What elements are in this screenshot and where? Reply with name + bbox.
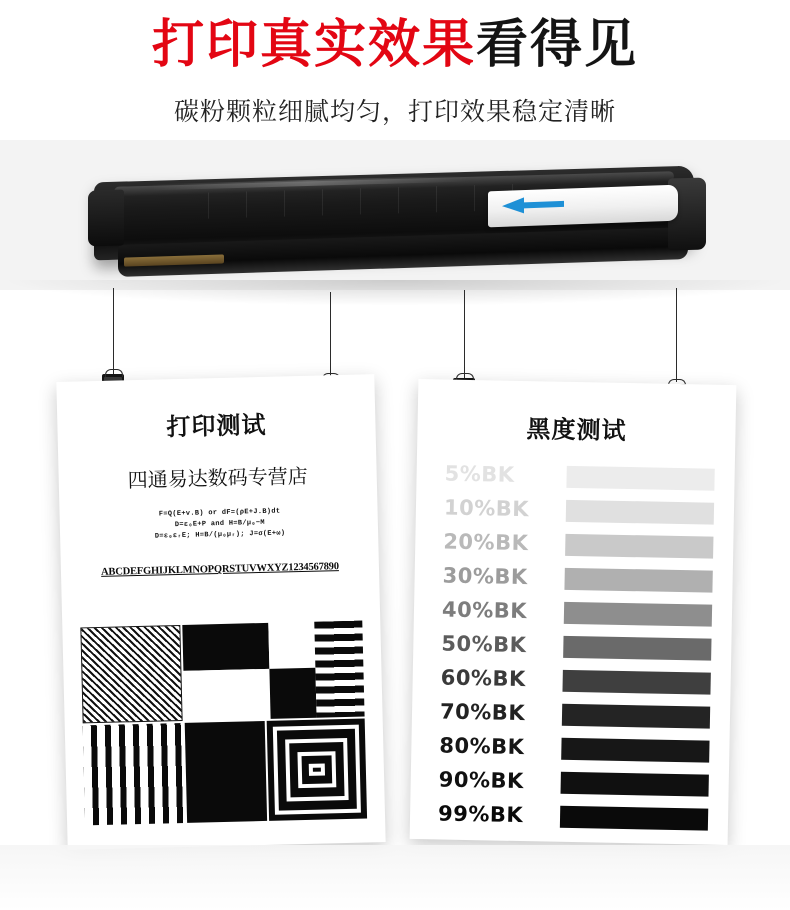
darkness-row-swatch (566, 500, 714, 525)
darkness-test-sheet (410, 379, 737, 845)
pull-arrow-icon (498, 193, 568, 217)
cartridge-left-endcap (88, 189, 124, 246)
darkness-row (412, 663, 731, 701)
darkness-row (416, 493, 735, 531)
darkness-row-label: 20%BK (443, 529, 529, 556)
darkness-row (414, 595, 733, 633)
darkness-row (410, 765, 729, 803)
alphabet-line: ABCDEFGHIJKLMNOPQRSTUVWXYZ1234567890 (100, 561, 339, 578)
print-test-sheet (56, 374, 385, 850)
darkness-row-label: 5%BK (444, 461, 515, 487)
darkness-row-swatch (560, 806, 708, 831)
hanger-wire-1 (113, 288, 114, 376)
hanger-wire-3 (464, 290, 465, 380)
darkness-row-label: 40%BK (441, 597, 528, 624)
formula-block (121, 506, 318, 555)
pattern-concentric-squares (267, 719, 367, 821)
darkness-row-swatch (565, 534, 713, 559)
darkness-row-swatch (562, 670, 710, 695)
darkness-row-label: 50%BK (441, 631, 527, 658)
hanger-wire-4 (676, 288, 677, 382)
darkness-row (413, 629, 732, 667)
darkness-row-label: 70%BK (439, 699, 526, 726)
darkness-row-label: 90%BK (438, 767, 525, 794)
darkness-row-swatch (564, 602, 712, 627)
pattern-horizontal-lines (314, 621, 364, 718)
header (0, 0, 790, 140)
print-test-subtitle: 四通易达数码专营店 (127, 463, 308, 493)
page-title-primary: 打印真实效果 (151, 15, 476, 75)
page-title-secondary: 看得见 (476, 15, 639, 75)
print-test-title: 打印测试 (166, 410, 267, 442)
darkness-row-swatch (563, 636, 711, 661)
pattern-hatch-block (80, 625, 182, 723)
darkness-row (411, 731, 730, 769)
darkness-row (412, 697, 731, 735)
darkness-row (414, 561, 733, 599)
darkness-row-label: 30%BK (442, 563, 528, 590)
darkness-row-swatch (561, 772, 709, 797)
darkness-row-label: 80%BK (439, 733, 525, 760)
formula-line-1: F=Q(E+v.B) or dF=(ρE+J.B)dt (158, 507, 281, 519)
darkness-row-swatch (564, 568, 712, 593)
pattern-vertical-lines (83, 723, 185, 825)
pattern-solid-black (185, 721, 267, 823)
pattern-black-block-a (182, 623, 269, 671)
page-subtitle: 碳粉颗粒细腻均匀，打印效果稳定清晰 (173, 97, 616, 126)
darkness-test-title: 黑度测试 (526, 415, 627, 445)
bottom-fade (0, 845, 790, 910)
pattern-white-block-a (268, 622, 315, 669)
darkness-row-label: 99%BK (437, 801, 524, 828)
pattern-black-block-b (269, 668, 316, 719)
darkness-row (416, 459, 735, 497)
print-quality-test-pattern (80, 621, 367, 826)
pattern-white-block-b (183, 669, 270, 721)
formula-line-3: D=ε₀εᵣE; H=B/(μ₀μᵣ); J=σ(E+ω) (154, 529, 286, 541)
darkness-row (410, 799, 729, 837)
darkness-row (415, 527, 734, 565)
darkness-row-label: 10%BK (443, 495, 530, 522)
product-shadow (0, 280, 790, 306)
page-title (0, 12, 790, 78)
formula-line-2: D=ε₀E+P and H=B/μ₀−M (174, 518, 265, 530)
hanger-wire-2 (330, 292, 331, 376)
darkness-row-swatch (566, 466, 714, 491)
darkness-row-swatch (562, 704, 710, 729)
darkness-row-swatch (561, 738, 709, 763)
darkness-row-label: 60%BK (440, 665, 526, 692)
darkness-scale-list (410, 459, 735, 839)
toner-cartridge-image (88, 160, 708, 285)
